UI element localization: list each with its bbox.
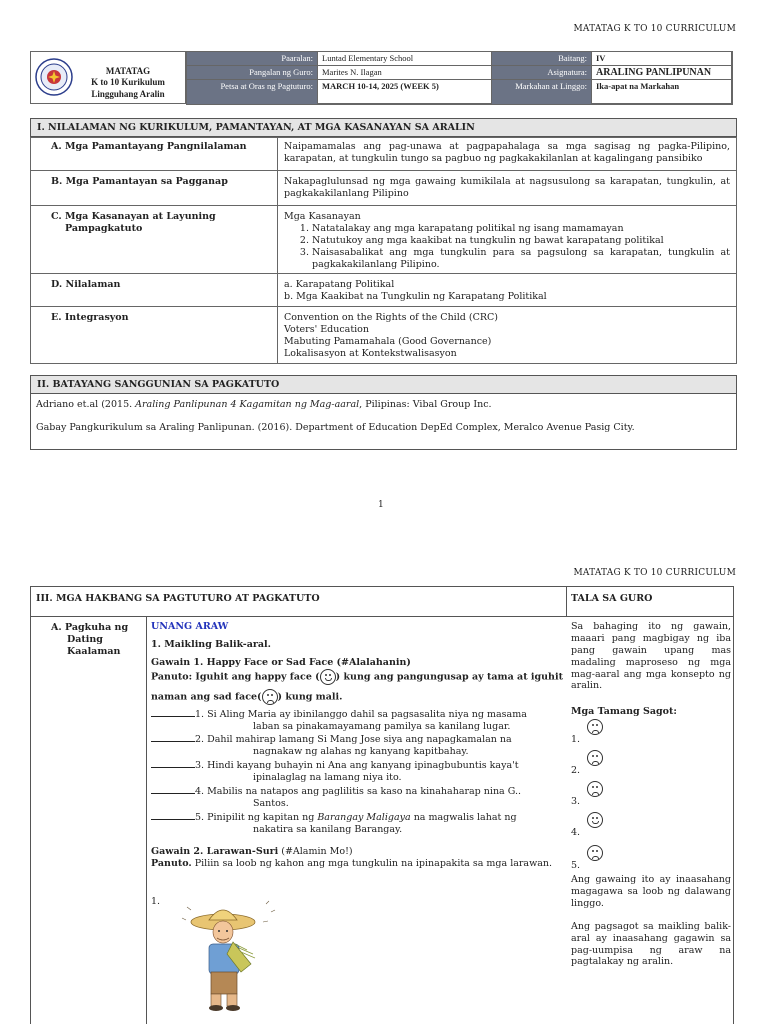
- item-lead: 2. Dahil mahirap lamang Si Mang Jose siya ang napagkamalan na: [195, 734, 512, 746]
- section-references: [30, 375, 737, 450]
- activity1-item: [151, 811, 563, 836]
- notes-header: TALA SA GURO: [567, 587, 733, 617]
- c-skill-list: [284, 223, 730, 271]
- activity1-instruction-2: [151, 689, 563, 705]
- logo-cell: [31, 52, 186, 103]
- c-label-line1: C. Mga Kasanayan at Layuning: [51, 211, 216, 222]
- a-text: Naipamamalas ang pag-unawa at pagpapahalaga sa mga sagisag ng pagka-Pilipino, karapatan, at tungkulin tungo sa pagbuo ng pagkakakilanlan at kagalingang pansibiko: [278, 138, 737, 171]
- stage-label-line1: A. Pagkuha ng: [51, 622, 129, 633]
- logo-line1: MATATAG: [105, 66, 151, 76]
- e-item: Mabuting Pamamahala (Good Governance): [284, 336, 492, 348]
- answer-num: 2.: [571, 765, 581, 777]
- item-cont: nagnakaw ng alahas ng kanyang kapitbahay.: [253, 746, 469, 758]
- stage-label-line2: Dating: [67, 633, 103, 645]
- notes-intro: Sa bahaging ito ng gawain, maaari pang magbigay ng iba pang gawain upang mas madaling maproseso ng mga mag-aaral ang mga konsepto ng aralin.: [571, 621, 731, 692]
- activity2-instr-text: Piliin sa loob ng kahon ang mga tungkulin na ipinapakita sa mga larawan.: [191, 858, 553, 870]
- deped-seal-icon: [35, 58, 73, 96]
- sad-face-icon: [587, 845, 603, 861]
- answer-blank[interactable]: [151, 708, 195, 717]
- section-steps: [30, 586, 734, 1024]
- sad-face-icon: [587, 781, 603, 797]
- sad-face-icon: [587, 719, 603, 735]
- answer-num: 3.: [571, 796, 581, 808]
- petsa-label: Petsa at Oras ng Pagtuturo:: [187, 80, 318, 105]
- reference-2: Gabay Pangkurikulum sa Araling Panlipunan. (2016). Department of Education DepEd Complex, Meralco Avenue Pasig City.: [36, 421, 635, 433]
- asignatura-value: ARALING PANLIPUNAN: [592, 66, 733, 80]
- activity1-instruction: [151, 669, 563, 685]
- header-table: [186, 51, 733, 105]
- c-content: [278, 206, 737, 274]
- item-lead: 4. Mabilis na natapos ang paglilitis sa kaso na kinahaharap nina G..: [195, 785, 522, 797]
- logo-line3: Lingguhang Aralin: [91, 88, 165, 99]
- answer-num: 1.: [571, 734, 581, 746]
- guro-value: Marites N. Ilagan: [318, 66, 492, 80]
- happy-face-icon: [320, 669, 336, 685]
- item-cont: ipinalaglag na lamang niya ito.: [253, 772, 402, 783]
- section-curriculum: [30, 118, 737, 364]
- answer-num: 4.: [571, 827, 581, 839]
- activity2-instruction: [151, 858, 563, 870]
- e-content: [278, 307, 737, 364]
- item-cont: Santos.: [253, 797, 289, 809]
- asignatura-label: Asignatura:: [492, 66, 592, 80]
- c-label-line2: Pampagkatuto: [65, 222, 143, 234]
- logo-text: [73, 66, 183, 100]
- section2-title: II. BATAYANG SANGGUNIAN SA PAGKATUTO: [31, 376, 736, 394]
- notes-para3: Ang pagsagot sa maikling balik-aral ay inaasahang gagawin sa pag-uumpisa ng araw na pagtalakay ng aralin.: [571, 920, 731, 968]
- stage-label: [31, 617, 147, 1024]
- happy-face-icon: [587, 812, 603, 828]
- e-item: Lokalisasyon at Kontekstwalisasyon: [284, 348, 457, 359]
- petsa-value: MARCH 10-14, 2025 (WEEK 5): [318, 80, 492, 105]
- baitang-value: IV: [592, 52, 733, 66]
- answer-blank[interactable]: [151, 811, 195, 820]
- activity1-title: Gawain 1. Happy Face or Sad Face (#Alalahanin): [151, 656, 411, 668]
- activity2-title: [151, 846, 563, 858]
- e-label: E. Integrasyon: [31, 307, 278, 364]
- answer-blank[interactable]: [151, 733, 195, 742]
- item-lead: 3. Hindi kayang buhayin ni Ana ang kanyang ipinagbubuntis kaya't: [195, 760, 519, 772]
- instr-d: ) kung mali.: [277, 691, 343, 703]
- baitang-label: Baitang:: [492, 52, 592, 66]
- stage-label-line3: Kaalaman: [67, 645, 121, 657]
- answer-item: [571, 749, 731, 780]
- answer-item: [571, 780, 731, 811]
- answer-item: [571, 811, 731, 842]
- c-heading: Mga Kasanayan: [284, 211, 361, 222]
- answer-blank[interactable]: [151, 785, 195, 794]
- item-cont: nakatira sa kanilang Barangay.: [253, 823, 403, 835]
- curriculum-label: MATATAG K TO 10 CURRICULUM: [573, 24, 736, 34]
- guro-label: Pangalan ng Guro:: [187, 66, 318, 80]
- c-label: [31, 206, 278, 274]
- c-skill-item: 2. Natutukoy ang mga kaakibat na tungkulin ng bawat karapatang politikal: [312, 235, 730, 247]
- lesson-header: [30, 51, 732, 104]
- teacher-notes: [571, 621, 731, 968]
- activity1-item: [151, 733, 563, 758]
- item-cont: laban sa pinakamayamang pamilya sa kanilang lugar.: [253, 720, 511, 732]
- answer-item: [571, 842, 731, 874]
- c-skill-item: 1. Natatalakay ang mga karapatang politikal ng isang mamamayan: [312, 223, 730, 235]
- answer-num: 5.: [571, 860, 581, 872]
- instr-a: Panuto: Iguhit ang happy face (: [151, 671, 320, 683]
- activity2-instr-bold: Panuto.: [151, 858, 192, 870]
- c-skill-item: 3. Naisasabalikat ang mga tungkulin para sa pagsulong sa karapatan, tungkulin at pagkakakilanlang Pilipino.: [312, 247, 730, 271]
- item5-a: 5. Pinipilit ng kapitan ng: [195, 811, 318, 823]
- answers-title: Mga Tamang Sagot:: [571, 706, 677, 718]
- page-number: 1: [378, 500, 384, 510]
- curriculum-label-2: MATATAG K TO 10 CURRICULUM: [573, 568, 736, 578]
- paaralan-label: Paaralan:: [187, 52, 318, 66]
- d-content: [278, 274, 737, 307]
- logo-line2: K to 10 Kurikulum: [91, 77, 165, 88]
- e-item: Voters' Education: [284, 324, 370, 336]
- d-item: a. Karapatang Politikal: [284, 279, 395, 291]
- activity1-item: [151, 759, 563, 784]
- activity1-item: [151, 785, 563, 810]
- instr-b: ) kung ang pangungusap ay tama at iguhit: [335, 671, 563, 683]
- steps-header: III. MGA HAKBANG SA PAGTUTURO AT PAGKATUTO: [31, 587, 567, 617]
- answer-item: [571, 718, 731, 749]
- sad-face-icon: [262, 689, 278, 705]
- b-label: B. Mga Pamantayan sa Pagganap: [31, 171, 278, 206]
- a-label: A. Mga Pamantayang Pangnilalaman: [31, 138, 278, 171]
- item-lead: 1. Si Aling Maria ay ibinilanggo dahil sa pagsasalita niya ng masama: [195, 708, 527, 720]
- review-title: 1. Maikling Balik-aral.: [151, 638, 271, 650]
- sad-face-icon: [587, 750, 603, 766]
- markahan-label: Markahan at Linggo:: [492, 80, 592, 105]
- paaralan-value: Luntad Elementary School: [318, 52, 492, 66]
- section1-title: I. NILALAMAN NG KURIKULUM, PAMANTAYAN, AT MGA KASANAYAN SA ARALIN: [30, 118, 737, 137]
- notes-para2: Ang gawaing ito ay inaasahang magagawa sa loob ng dalawang linggo.: [571, 874, 731, 909]
- lesson-content: [151, 621, 563, 908]
- answer-blank[interactable]: [151, 759, 195, 768]
- activity1-items: [151, 708, 563, 836]
- activity1-item: [151, 708, 563, 733]
- markahan-value: Ika-apat na Markahan: [592, 80, 733, 105]
- ref1-post: , Pilipinas: Vibal Group Inc.: [359, 399, 492, 410]
- item5-b: na magwalis lahat ng: [410, 811, 517, 823]
- ref1-title: Araling Panlipunan 4 Kagamitan ng Mag-aaral: [135, 399, 360, 410]
- item5-italic: Barangay Maligaya: [317, 811, 411, 823]
- d-label: D. Nilalaman: [31, 274, 278, 307]
- e-item: Convention on the Rights of the Child (CRC): [284, 312, 498, 324]
- answer-list: [571, 718, 731, 874]
- farmer-illustration: [171, 892, 281, 1012]
- ref1-pre: Adriano et.al (2015.: [36, 399, 136, 410]
- reference-1: [31, 394, 736, 411]
- instr-c: naman ang sad face(: [151, 691, 262, 703]
- b-text: Nakapaglulunsad ng mga gawaing kumikilala at nagsusulong sa karapatan, tungkulin, at pagkakakilanlang Pilipino: [278, 171, 737, 206]
- activity2-tag: (#Alamin Mo!): [278, 846, 353, 858]
- activity2-title-bold: Gawain 2. Larawan-Suri: [151, 846, 279, 858]
- d-item: b. Mga Kaakibat na Tungkulin ng Karapatang Politikal: [284, 291, 547, 303]
- day-label: UNANG ARAW: [151, 621, 229, 632]
- section1-table: [30, 137, 737, 364]
- picture-number: 1.: [151, 896, 161, 908]
